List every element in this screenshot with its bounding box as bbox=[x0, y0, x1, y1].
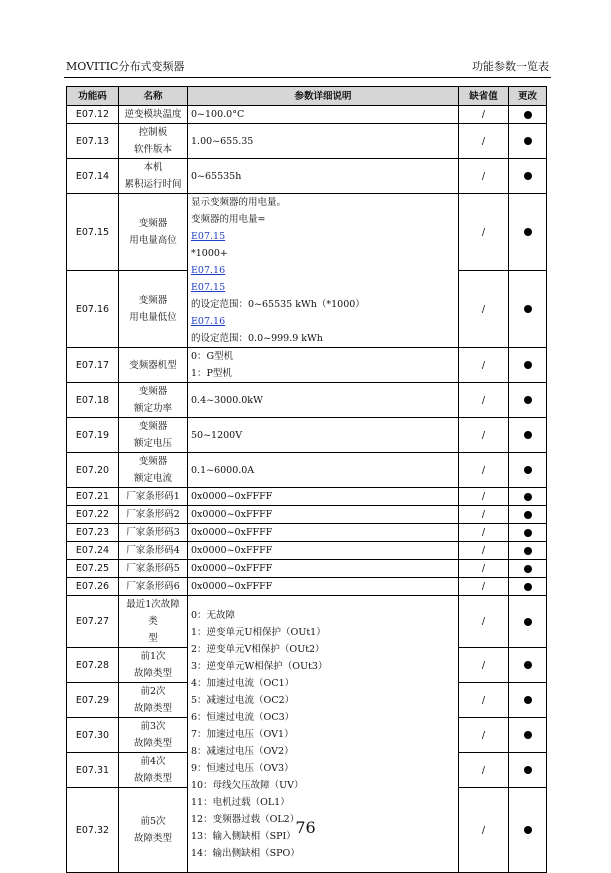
change-attribute bbox=[509, 683, 547, 718]
col-header-change: 更改 bbox=[509, 87, 547, 106]
default-value: / bbox=[459, 124, 509, 159]
change-attribute bbox=[509, 383, 547, 418]
description-line: 0.4~3000.0kW bbox=[191, 394, 263, 406]
parameter-description bbox=[188, 578, 459, 596]
change-attribute bbox=[509, 524, 547, 542]
parameter-name-line: 故障类型 bbox=[133, 703, 172, 714]
parameter-name bbox=[119, 524, 188, 542]
description-line: 12：变频器过载（OL2） bbox=[191, 813, 300, 825]
read-only-dot-icon bbox=[524, 731, 532, 739]
table-row bbox=[67, 159, 547, 194]
read-only-dot-icon bbox=[524, 361, 532, 369]
col-header-name: 名称 bbox=[119, 87, 188, 106]
read-only-dot-icon bbox=[524, 565, 532, 573]
description-line: 4：加速过电流（OC1） bbox=[191, 677, 295, 689]
parameter-name bbox=[119, 648, 188, 683]
change-attribute bbox=[509, 194, 547, 271]
parameter-name-line: 变频器 bbox=[138, 218, 168, 229]
function-code: E07.19 bbox=[67, 418, 119, 453]
default-value: / bbox=[459, 488, 509, 506]
parameter-description bbox=[188, 348, 459, 383]
parameter-name-line: 前3次 bbox=[140, 721, 166, 732]
table-row bbox=[67, 383, 547, 418]
change-attribute bbox=[509, 348, 547, 383]
table-row bbox=[67, 578, 547, 596]
table-row bbox=[67, 106, 547, 124]
default-value: / bbox=[459, 542, 509, 560]
parameter-name-line: 用电量低位 bbox=[129, 312, 177, 323]
table-row bbox=[67, 194, 547, 271]
parameter-name-line: 额定功率 bbox=[133, 403, 172, 414]
read-only-dot-icon bbox=[524, 547, 532, 555]
default-value: / bbox=[459, 453, 509, 488]
parameter-name-line: 用电量高位 bbox=[129, 235, 177, 246]
description-line bbox=[191, 313, 455, 347]
function-code: E07.25 bbox=[67, 560, 119, 578]
description-text: *1000+ bbox=[191, 248, 228, 259]
function-code: E07.29 bbox=[67, 683, 119, 718]
change-attribute bbox=[509, 753, 547, 788]
function-code: E07.14 bbox=[67, 159, 119, 194]
default-value: / bbox=[459, 271, 509, 348]
function-code: E07.28 bbox=[67, 648, 119, 683]
change-attribute bbox=[509, 106, 547, 124]
parameter-name-line: 最近1次故障类 bbox=[126, 599, 180, 627]
description-line: 13：输入侧缺相（SPI） bbox=[191, 830, 296, 842]
parameter-name-line: 额定电压 bbox=[133, 438, 172, 449]
parameter-name bbox=[119, 578, 188, 596]
function-code: E07.13 bbox=[67, 124, 119, 159]
change-attribute bbox=[509, 159, 547, 194]
parameter-name-line: 故障类型 bbox=[133, 833, 172, 844]
description-line: 5：减速过电流（OC2） bbox=[191, 694, 295, 706]
parameter-name-line: 变频器 bbox=[138, 421, 168, 432]
read-only-dot-icon bbox=[524, 766, 532, 774]
default-value: / bbox=[459, 753, 509, 788]
description-line: 1：逆变单元U相保护（OUt1） bbox=[191, 626, 326, 638]
table-row bbox=[67, 418, 547, 453]
function-code: E07.27 bbox=[67, 596, 119, 648]
change-attribute bbox=[509, 453, 547, 488]
header-title: MOVITIC分布式变频器 bbox=[66, 60, 185, 73]
function-code: E07.31 bbox=[67, 753, 119, 788]
parameter-name-line: 软件版本 bbox=[133, 144, 172, 155]
parameter-table bbox=[66, 86, 547, 873]
read-only-dot-icon bbox=[524, 511, 532, 519]
page-number: 76 bbox=[295, 818, 316, 837]
default-value: / bbox=[459, 383, 509, 418]
function-code: E07.26 bbox=[67, 578, 119, 596]
parameter-description bbox=[188, 542, 459, 560]
table-row bbox=[67, 524, 547, 542]
read-only-dot-icon bbox=[524, 137, 532, 145]
function-code: E07.23 bbox=[67, 524, 119, 542]
parameter-name-line: 变频器机型 bbox=[129, 359, 177, 371]
default-value: / bbox=[459, 788, 509, 873]
function-code: E07.22 bbox=[67, 506, 119, 524]
parameter-description bbox=[188, 124, 459, 159]
parameter-name-line: 本机 bbox=[143, 162, 163, 173]
parameter-name-line: 厂家条形码6 bbox=[126, 581, 180, 592]
table-header-row bbox=[67, 87, 547, 106]
description-line: 0~65535h bbox=[191, 170, 242, 182]
parameter-name-line: 厂家条形码5 bbox=[126, 563, 180, 574]
parameter-name bbox=[119, 718, 188, 753]
read-only-dot-icon bbox=[524, 172, 532, 180]
function-code: E07.24 bbox=[67, 542, 119, 560]
function-code: E07.16 bbox=[67, 271, 119, 348]
read-only-dot-icon bbox=[524, 661, 532, 669]
parameter-name-line: 厂家条形码1 bbox=[126, 491, 180, 502]
parameter-name-line: 前4次 bbox=[140, 756, 166, 767]
parameter-name-line: 累积运行时间 bbox=[124, 179, 182, 190]
change-attribute bbox=[509, 560, 547, 578]
parameter-name bbox=[119, 753, 188, 788]
read-only-dot-icon bbox=[524, 466, 532, 474]
description-text: 的设定范围：0~65535 kWh（*1000） bbox=[191, 299, 365, 310]
table-row bbox=[67, 124, 547, 159]
read-only-dot-icon bbox=[524, 529, 532, 537]
parameter-name bbox=[119, 106, 188, 124]
parameter-name bbox=[119, 596, 188, 648]
parameter-name-line: 前5次 bbox=[140, 816, 166, 827]
parameter-name-line: 额定电流 bbox=[133, 473, 172, 484]
description-line bbox=[191, 279, 455, 313]
description-line: 0：G型机 bbox=[191, 351, 234, 362]
parameter-name bbox=[119, 488, 188, 506]
description-line: 0x0000~0xFFFF bbox=[191, 509, 273, 520]
parameter-name-line: 厂家条形码3 bbox=[126, 527, 180, 538]
col-header-code: 功能码 bbox=[67, 87, 119, 106]
energy-description bbox=[188, 194, 459, 348]
default-value: / bbox=[459, 506, 509, 524]
table-row bbox=[67, 542, 547, 560]
parameter-name bbox=[119, 542, 188, 560]
parameter-description bbox=[188, 383, 459, 418]
parameter-description bbox=[188, 453, 459, 488]
read-only-dot-icon bbox=[524, 696, 532, 704]
parameter-name bbox=[119, 453, 188, 488]
description-line: 0x0000~0xFFFF bbox=[191, 545, 273, 556]
parameter-description bbox=[188, 560, 459, 578]
parameter-name bbox=[119, 418, 188, 453]
description-line: 50~1200V bbox=[191, 429, 243, 441]
table-row bbox=[67, 453, 547, 488]
parameter-description bbox=[188, 506, 459, 524]
parameter-name bbox=[119, 194, 188, 271]
col-header-default: 缺省值 bbox=[459, 87, 509, 106]
read-only-dot-icon bbox=[524, 305, 532, 313]
link-e07-15[interactable]: E07.15 bbox=[191, 231, 226, 242]
change-attribute bbox=[509, 418, 547, 453]
default-value: / bbox=[459, 683, 509, 718]
table-row bbox=[67, 348, 547, 383]
description-line: 7：加速过电压（OV1） bbox=[191, 728, 294, 740]
parameter-name-line: 前1次 bbox=[140, 651, 166, 662]
parameter-name-line: 变频器 bbox=[138, 386, 168, 397]
parameter-name bbox=[119, 124, 188, 159]
parameter-name-line: 厂家条形码4 bbox=[126, 545, 180, 556]
parameter-name-line: 变频器 bbox=[138, 456, 168, 467]
description-line: 1：P型机 bbox=[191, 368, 232, 379]
default-value: / bbox=[459, 578, 509, 596]
link-e07-16[interactable]: E07.16 bbox=[191, 316, 226, 327]
change-attribute bbox=[509, 596, 547, 648]
parameter-description bbox=[188, 159, 459, 194]
read-only-dot-icon bbox=[524, 111, 532, 119]
parameter-description bbox=[188, 418, 459, 453]
table-row bbox=[67, 488, 547, 506]
description-line: 0x0000~0xFFFF bbox=[191, 527, 273, 538]
default-value: / bbox=[459, 348, 509, 383]
description-line: 显示变频器的用电量。 bbox=[191, 197, 287, 208]
parameter-name bbox=[119, 159, 188, 194]
parameter-name-line: 逆变模块温度 bbox=[124, 109, 182, 120]
default-value: / bbox=[459, 648, 509, 683]
default-value: / bbox=[459, 560, 509, 578]
description-line: 10：母线欠压故障（UV） bbox=[191, 779, 304, 791]
function-code: E07.20 bbox=[67, 453, 119, 488]
read-only-dot-icon bbox=[524, 228, 532, 236]
default-value: / bbox=[459, 418, 509, 453]
description-line: 9：恒速过电压（OV3） bbox=[191, 762, 294, 774]
table-row bbox=[67, 506, 547, 524]
description-text: 变频器的用电量= bbox=[191, 214, 266, 225]
function-code: E07.32 bbox=[67, 788, 119, 873]
parameter-name-line: 厂家条形码2 bbox=[126, 509, 180, 520]
read-only-dot-icon bbox=[524, 583, 532, 591]
table-row bbox=[67, 560, 547, 578]
parameter-name bbox=[119, 506, 188, 524]
parameter-name-line: 型 bbox=[148, 633, 158, 644]
header-section: 功能参数一览表 bbox=[472, 60, 549, 73]
default-value: / bbox=[459, 718, 509, 753]
description-line: 0x0000~0xFFFF bbox=[191, 581, 273, 592]
col-header-description: 参数详细说明 bbox=[188, 87, 459, 106]
default-value: / bbox=[459, 524, 509, 542]
table-row bbox=[67, 596, 547, 648]
description-line: 8：减速过电压（OV2） bbox=[191, 745, 294, 757]
description-line: 14：输出侧缺相（SPO） bbox=[191, 847, 300, 859]
parameter-name-line: 变频器 bbox=[138, 295, 168, 306]
read-only-dot-icon bbox=[524, 431, 532, 439]
description-text: 的设定范围：0.0~999.9 kWh bbox=[191, 333, 323, 344]
parameter-name-line: 故障类型 bbox=[133, 668, 172, 679]
function-code: E07.15 bbox=[67, 194, 119, 271]
function-code: E07.21 bbox=[67, 488, 119, 506]
description-line: 0x0000~0xFFFF bbox=[191, 563, 273, 574]
description-line: 2：逆变单元V相保护（OUt2） bbox=[191, 643, 325, 655]
header-divider bbox=[64, 77, 551, 78]
parameter-name bbox=[119, 683, 188, 718]
description-line: 0.1~6000.0A bbox=[191, 464, 255, 476]
description-line: 0~100.0°C bbox=[191, 109, 245, 120]
change-attribute bbox=[509, 578, 547, 596]
parameter-name bbox=[119, 271, 188, 348]
link-e07-15[interactable]: E07.15 bbox=[191, 282, 226, 293]
description-line bbox=[191, 211, 455, 279]
parameter-name bbox=[119, 560, 188, 578]
description-line: 6：恒速过电流（OC3） bbox=[191, 711, 295, 723]
parameter-name-line: 故障类型 bbox=[133, 773, 172, 784]
parameter-name-line: 控制板 bbox=[138, 127, 168, 138]
read-only-dot-icon bbox=[524, 396, 532, 404]
function-code: E07.17 bbox=[67, 348, 119, 383]
function-code: E07.18 bbox=[67, 383, 119, 418]
default-value: / bbox=[459, 596, 509, 648]
description-line: 0：无故障 bbox=[191, 609, 236, 621]
change-attribute bbox=[509, 488, 547, 506]
read-only-dot-icon bbox=[524, 493, 532, 501]
change-attribute bbox=[509, 718, 547, 753]
change-attribute bbox=[509, 648, 547, 683]
change-attribute bbox=[509, 271, 547, 348]
parameter-description bbox=[188, 524, 459, 542]
default-value: / bbox=[459, 106, 509, 124]
read-only-dot-icon bbox=[524, 618, 532, 626]
change-attribute bbox=[509, 506, 547, 524]
description-line: 11：电机过载（OL1） bbox=[191, 796, 290, 808]
description-line: 0x0000~0xFFFF bbox=[191, 491, 273, 502]
parameter-name bbox=[119, 383, 188, 418]
parameter-name bbox=[119, 348, 188, 383]
function-code: E07.12 bbox=[67, 106, 119, 124]
parameter-description bbox=[188, 488, 459, 506]
description-line: 1.00~655.35 bbox=[191, 135, 254, 147]
default-value: / bbox=[459, 159, 509, 194]
change-attribute bbox=[509, 124, 547, 159]
link-e07-16[interactable]: E07.16 bbox=[191, 265, 226, 276]
parameter-name-line: 前2次 bbox=[140, 686, 166, 697]
change-attribute bbox=[509, 542, 547, 560]
description-line: 3：逆变单元W相保护（OUt3） bbox=[191, 660, 328, 672]
function-code: E07.30 bbox=[67, 718, 119, 753]
parameter-name-line: 故障类型 bbox=[133, 738, 172, 749]
parameter-description bbox=[188, 106, 459, 124]
default-value: / bbox=[459, 194, 509, 271]
